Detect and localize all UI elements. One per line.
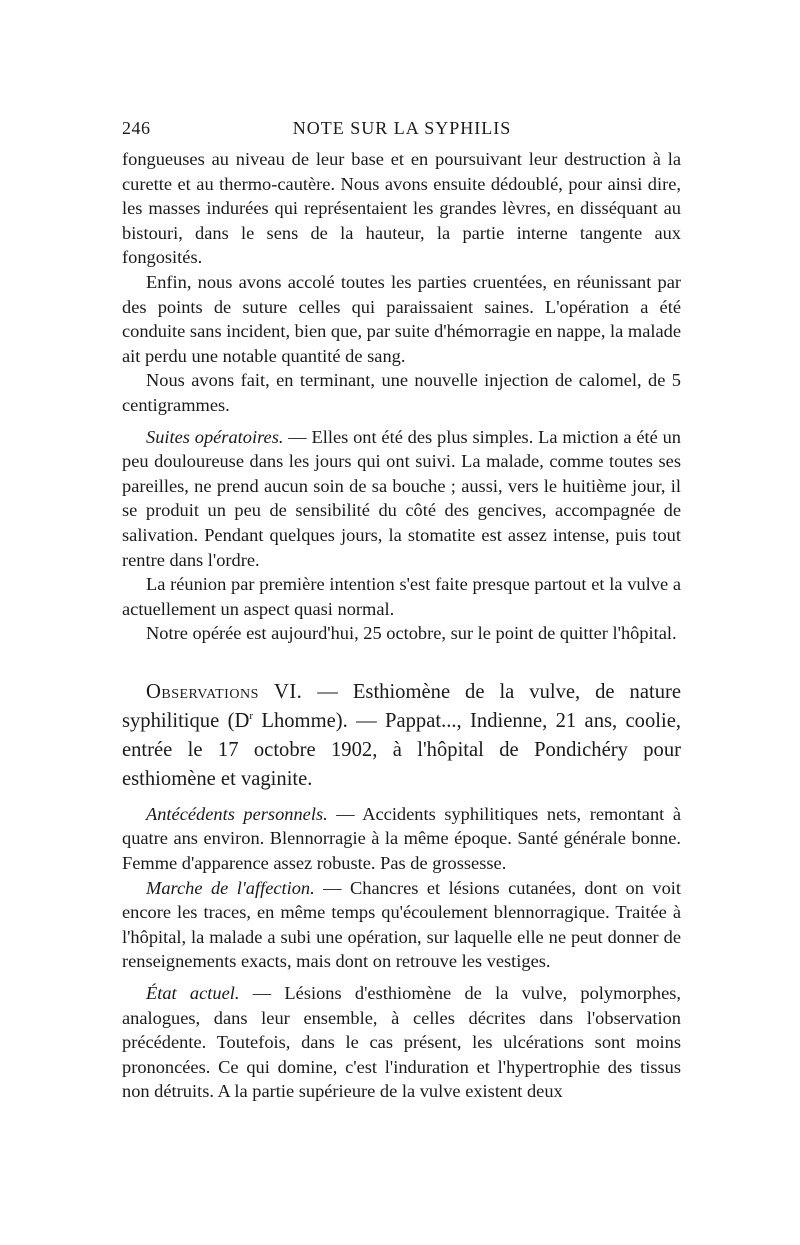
paragraph-etat-actuel (122, 981, 681, 1104)
page-number: 246 (122, 118, 151, 138)
observation-label: Observations VI. (146, 680, 303, 703)
section-label: Marche de l'affection. (146, 877, 315, 898)
section-label: Suites opératoires. (146, 426, 284, 447)
paragraph-marche (122, 876, 681, 974)
paragraph: Notre opérée est aujourd'hui, 25 octobre, sur le point de quitter l'hôpital. (146, 623, 677, 644)
paragraph-text: — Chancres et lésions cutanées, dont on voit encore les traces, en même temps qu'écoulement blennorragique. Traitée à l'hôpital, la malade a subi une opération, sur laquelle elle ne peut donner de renseignements exacts, mais dont on retrouve les vestiges. (122, 877, 681, 972)
paragraph-continuation: fongueuses au niveau de leur base et en poursuivant leur destruction à la curette et au thermo-cautère. Nous avons ensuite dédoublé, pour ainsi dire, les masses indurées qui représentaient les grandes lèvres, en disséquant au bistouri, dans le sens de la hauteur, la partie interne tangente aux fongosités. (122, 149, 681, 268)
page-header (122, 118, 682, 140)
paragraph-text: — Accidents syphilitiques nets, remontant à quatre ans environ. Blennorragie à la même époque. Santé générale bonne. Femme d'apparence assez robuste. Pas de grossesse. (122, 803, 681, 874)
paragraph-text: — Elles ont été des plus simples. La miction a été un peu douloureuse dans les jours qui ont suivi. La malade, comme toutes ses pareilles, ne prend aucun soin de sa bouche ; aussi, vers le huitième jour, il se produit un peu de sensibilité du côté des gencives, accompagnée de salivation. Pendant quelques jours, la stomatite est assez intense, puis tout rentre dans l'ordre. (122, 426, 681, 570)
paragraph-suites-operatoires (122, 425, 681, 573)
paragraph-text: — Lésions d'esthiomène de la vulve, polymorphes, analogues, dans leur ensemble, à celles décrites dans l'observation précédente. Toutefois, dans le cas présent, les ulcérations sont moins prononcées. Ce qui domine, c'est l'induration et l'hypertrophie des tissus non détruits. A la partie supérieure de la vulve existent deux (122, 983, 682, 1102)
running-title: NOTE SUR LA SYPHILIS (292, 118, 512, 138)
body-text (122, 147, 681, 1104)
observation-heading (122, 678, 681, 794)
section-label: État actuel. (146, 983, 240, 1004)
superscript: r (249, 710, 254, 723)
paragraph: Enfin, nous avons accolé toutes les parties cruentées, en réunissant par des points de suture celles qui paraissaient saines. L'opération a été conduite sans incident, bien que, par suite d'hémorragie en nappe, la malade ait perdu une notable quantité de sang. (122, 271, 681, 366)
section-label: Antécédents personnels. (146, 803, 328, 824)
paragraph: Nous avons fait, en terminant, une nouvelle injection de calomel, de 5 centigrammes. (122, 370, 681, 415)
observation-text: Lhomme). — Pappat..., Indienne, 21 ans, coolie, entrée le 17 octobre 1902, à l'hôpital de Pondichéry pour esthiomène et vaginite. (122, 709, 681, 790)
paragraph: La réunion par première intention s'est faite presque partout et la vulve a actuellement un aspect quasi normal. (122, 574, 681, 619)
paragraph-antecedents (122, 802, 681, 876)
observation-text: — Esthiomène de la vulve, de nature syphilitique (D (122, 680, 681, 732)
